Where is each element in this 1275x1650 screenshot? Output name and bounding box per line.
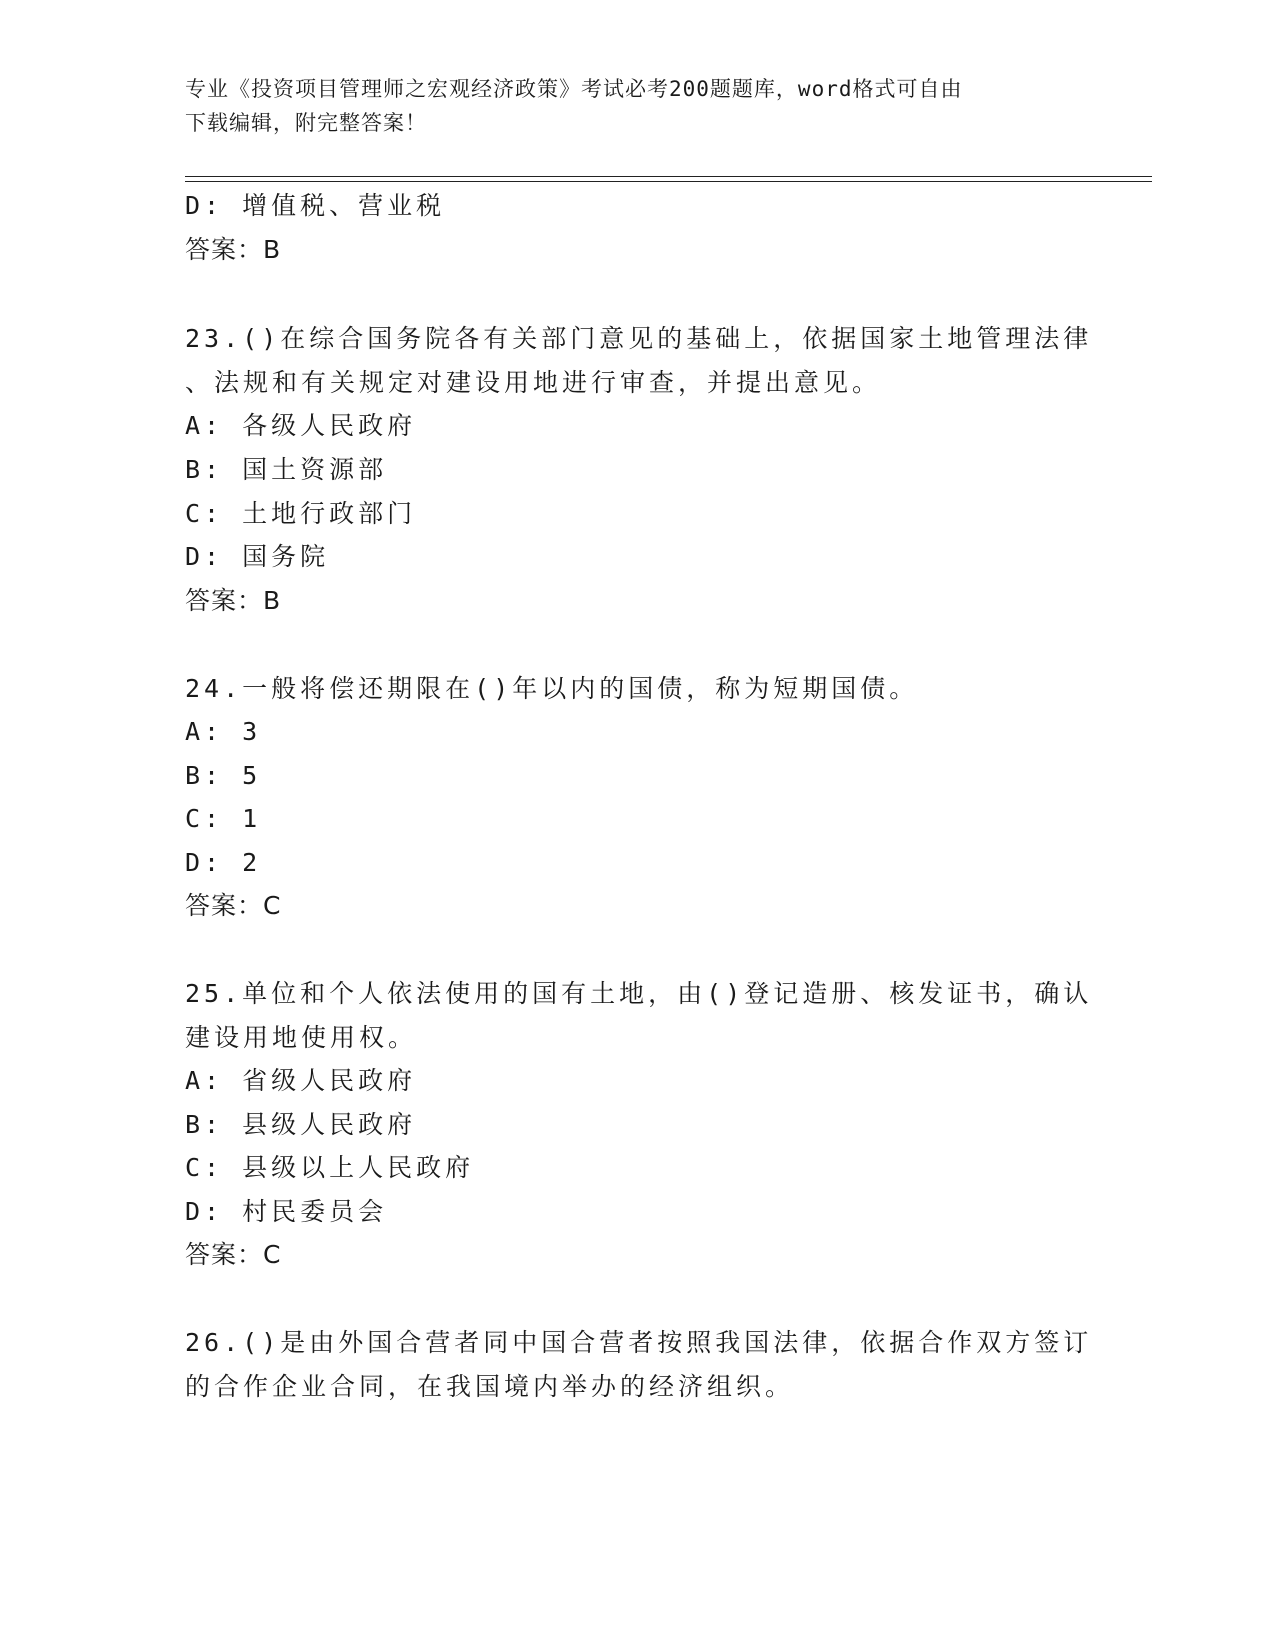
q23-option-c: C: 土地行政部门 [185,499,417,528]
header-line-1: 专业《投资项目管理师之宏观经济政策》考试必考200题题库，word格式可自由 [185,77,963,101]
q25-option-a: A: 省级人民政府 [185,1066,417,1095]
q23-option-d: D: 国务院 [185,542,330,571]
q24-option-d: D: 2 [185,848,262,877]
q24-option-a: A: 3 [185,717,262,746]
prev-option-d: D: 增值税、营业税 [185,191,446,220]
q23-option-a: A: 各级人民政府 [185,411,417,440]
header-divider-bottom [185,181,1152,182]
q24-option-b: B: 5 [185,761,262,790]
q24-answer: 答案：C [185,891,282,920]
q25-text-line-1: 25.单位和个人依法使用的国有土地，由()登记造册、核发证书，确认 [185,979,1093,1008]
q26-text-line-1: 26.()是由外国合营者同中国合营者按照我国法律，依据合作双方签订 [185,1328,1093,1357]
q24-option-c: C: 1 [185,804,262,833]
q25-option-d: D: 村民委员会 [185,1197,388,1226]
q25-text-line-2: 建设用地使用权。 [185,1023,418,1052]
q24-text-line-1: 24.一般将偿还期限在()年以内的国债，称为短期国债。 [185,674,919,703]
header-divider-top [185,176,1152,177]
q25-option-b: B: 县级人民政府 [185,1110,417,1139]
header-line-2: 下载编辑，附完整答案！ [185,111,427,135]
q23-text-line-1: 23.()在综合国务院各有关部门意见的基础上，依据国家土地管理法律 [185,324,1093,353]
document-header [185,72,1065,140]
q25-option-c: C: 县级以上人民政府 [185,1153,475,1182]
q23-text-line-2: 、法规和有关规定对建设用地进行审查，并提出意见。 [185,368,882,397]
q23-option-b: B: 国土资源部 [185,455,388,484]
q23-answer: 答案：B [185,586,282,615]
q25-answer: 答案：C [185,1240,282,1269]
prev-answer: 答案：B [185,235,282,264]
q26-text-line-2: 的合作企业合同，在我国境内举办的经济组织。 [185,1372,795,1401]
